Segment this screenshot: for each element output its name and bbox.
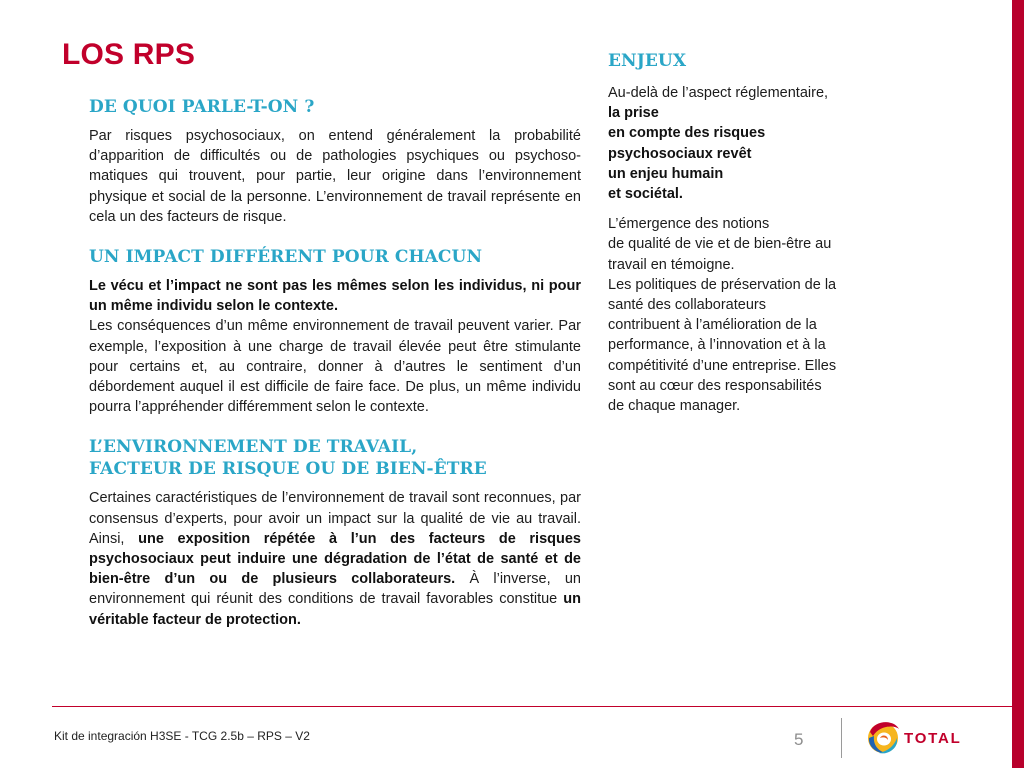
section-environnement-de-travail [89,436,581,629]
body-text: Certaines caractéristiques de l’environnement de travail sont reconnues, par consensus d’experts, pour avoir un impact sur la qualité de vie au travail. Ainsi, [89,490,581,547]
section-paragraph [89,276,581,417]
footer-separator [841,718,842,758]
page-title: LOS RPS [62,38,196,71]
section-paragraph [89,488,581,629]
body-text: Au-delà de l’aspect réglementaire, [608,85,829,101]
footer-document-reference: Kit de integración H3SE - TCG 2.5b – RPS – V2 [54,729,310,743]
emphasis-text: en compte des risques psychosociaux revêt [608,125,766,162]
accent-side-bar [1012,0,1024,768]
section-heading: DE QUOI PARLE-T-ON ? [89,97,315,117]
footer-divider [52,706,1012,707]
body-text: Les politiques de préservation de la santé des collaborateurs contribuent à l’amélioration de la performance, à l’innovation et à la compétitivité d’une entreprise. Elles sont au cœur des responsabilités de chaque manager. [608,276,837,415]
body-text: Les conséquences d’un même environnement de travail peuvent varier. Par exemple, l’exposition à une charge de travail élevée peut être stimulante pour certains et, au contraire, donner à d’autres le sentiment d’un débordement auquel il est difficile de faire face. De plus, un même individu pourra l’appréhender différemment selon le contexte. [89,318,581,416]
enjeux-paragraph [608,83,838,204]
body-text: de qualité de vie et de bien-être au travail en témoigne. [608,236,832,273]
enjeux-paragraph [608,214,838,416]
left-column [89,96,581,649]
right-column-enjeux [608,50,838,426]
body-text: À l’inverse, un environnement qui réunit des conditions de travail favorables constitue [89,571,581,608]
section-heading [89,436,581,480]
emphasis-text: une exposition répétée à l’un des facteurs de risques psychosociaux peut induire une dégradation de l’état de santé et de bien-être d’un ou de plusieurs collaborateurs. [89,530,581,588]
page-number: 5 [794,730,804,749]
heading-line: L’ENVIRONNEMENT DE TRAVAIL, [89,437,418,458]
section-impact-different [89,246,581,417]
emphasis-text: la prise [608,105,659,122]
logo-wordmark: TOTAL [904,730,962,747]
total-logo [864,716,974,760]
emphasis-text: un véritable facteur de protection. [89,591,581,628]
section-heading: ENJEUX [608,51,687,71]
body-text: L’émergence des notions [608,216,770,233]
emphasis-text: un enjeu humain [608,165,724,182]
total-logo-icon [864,716,904,760]
section-paragraph: Par risques psychosociaux, on entend généralement la probabilité d’apparition de difficultés ou de pathologies psychiques ou psychosomatiques qui trouvent, pour partie, leur origine dans l’environnement physique et social de la personne. L’environnement de travail représente en cela un des facteurs de risque. [89,128,581,225]
heading-line: FACTEUR DE RISQUE OU DE BIEN-ÊTRE [89,459,487,480]
section-heading: UN IMPACT DIFFÉRENT POUR CHACUN [89,247,483,268]
emphasis-text: et sociétal. [608,186,683,203]
section-de-quoi-parle-t-on [89,96,581,227]
emphasis-text: Le vécu et l’impact ne sont pas les mêmes selon les individus, ni pour un même individu selon le contexte. [89,278,581,315]
